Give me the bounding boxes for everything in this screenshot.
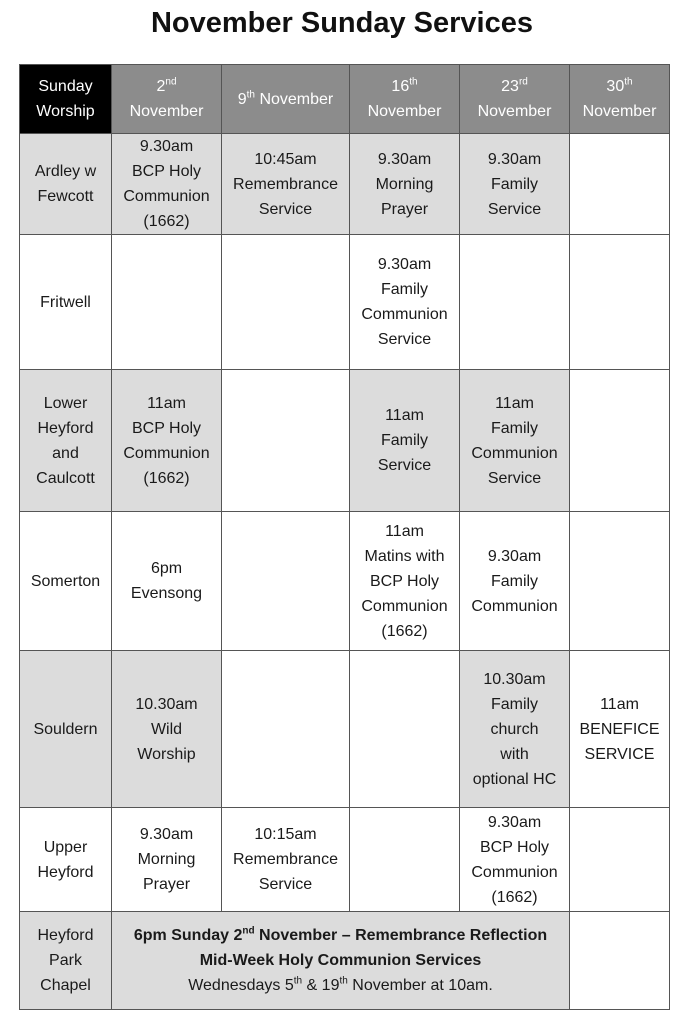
service-line: Communion	[361, 306, 448, 323]
date-number: 30	[606, 78, 625, 95]
date-day	[115, 74, 218, 99]
service-line: 9.30am	[139, 138, 194, 155]
service-cell	[112, 235, 222, 370]
corner-header	[20, 65, 112, 134]
chapel-text: & 19	[302, 977, 340, 994]
service-cell	[350, 651, 460, 808]
service-line: Family	[490, 572, 539, 590]
service-line: Communion	[471, 597, 558, 615]
service-line: Family	[380, 281, 429, 298]
service-cell	[112, 808, 222, 912]
service-line: Communion	[471, 863, 558, 881]
service-line: optional HC	[472, 770, 557, 788]
service-cell	[460, 808, 570, 912]
service-cell	[460, 651, 570, 808]
chapel-note	[112, 912, 570, 1010]
service-line: Wild	[150, 720, 183, 738]
church-name-line: Ardley w	[34, 163, 97, 180]
service-cell	[570, 808, 670, 912]
service-line: Family	[490, 175, 539, 193]
church-name-line: Heyford	[37, 863, 94, 881]
chapel-note-line: Mid-Week Holy Communion Services	[199, 952, 482, 969]
service-line: Family	[490, 695, 539, 713]
church-name-line: Heyford	[37, 419, 94, 437]
service-cell	[570, 134, 670, 235]
service-line: 10.30am	[135, 695, 198, 713]
service-cell	[112, 512, 222, 651]
service-cell	[350, 808, 460, 912]
service-cell	[460, 134, 570, 235]
chapel-suffix: nd	[242, 925, 255, 937]
date-month: November	[582, 103, 657, 120]
table-row	[20, 370, 670, 512]
service-line: BENEFICE	[579, 720, 660, 738]
church-name-line: Upper	[43, 838, 88, 856]
table-row	[20, 808, 670, 912]
service-line: 6pm	[150, 560, 183, 577]
service-cell	[350, 512, 460, 651]
chapel-text: 6pm Sunday 2	[133, 927, 243, 944]
church-name-line: and	[52, 444, 79, 462]
service-line: Service	[258, 876, 313, 893]
table-row	[20, 512, 670, 651]
date-month: November	[129, 103, 204, 120]
corner-line: Worship	[36, 103, 95, 120]
church-name-line: Chapel	[40, 977, 91, 994]
service-cell	[570, 235, 670, 370]
service-line: (1662)	[381, 622, 428, 640]
date-month: November	[477, 103, 552, 120]
service-line: church	[490, 720, 539, 738]
service-line: Family	[490, 419, 539, 437]
service-line: 10:15am	[254, 826, 317, 843]
service-line: 11am	[600, 695, 639, 713]
service-line: Worship	[137, 745, 196, 763]
service-line: Evensong	[130, 585, 203, 602]
church-name-line: Fritwell	[40, 293, 91, 311]
services-table	[19, 64, 670, 1010]
service-cell	[570, 370, 670, 512]
service-line: 11am	[147, 394, 186, 412]
church-name-line: Park	[49, 952, 82, 969]
church-name-line: Fewcott	[37, 188, 94, 205]
service-cell	[350, 235, 460, 370]
service-line: Service	[258, 200, 313, 218]
service-line: Prayer	[380, 200, 429, 218]
service-cell	[222, 370, 350, 512]
table-row	[20, 651, 670, 808]
chapel-text: Wednesdays 5	[188, 977, 294, 994]
header-row	[20, 65, 670, 134]
church-name-line: Somerton	[30, 572, 101, 590]
table-row	[20, 134, 670, 235]
service-line: 11am	[495, 394, 534, 412]
date-suffix: th	[624, 76, 633, 88]
date-header	[222, 65, 350, 134]
chapel-note-line	[115, 973, 566, 998]
service-line: Service	[377, 331, 432, 348]
service-cell	[222, 134, 350, 235]
church-name	[20, 912, 112, 1010]
chapel-row	[20, 912, 670, 1010]
table-row	[20, 235, 670, 370]
service-cell	[570, 512, 670, 651]
date-number: 16	[391, 78, 410, 95]
page-title: November Sunday Services	[150, 7, 533, 39]
service-cell	[460, 235, 570, 370]
church-name-line: Souldern	[33, 720, 98, 738]
date-number: 23	[501, 78, 519, 95]
church-name	[20, 651, 112, 808]
date-header	[112, 65, 222, 134]
date-header	[570, 65, 670, 134]
date-suffix: rd	[518, 76, 528, 88]
service-line: Remembrance	[233, 851, 338, 868]
chapel-text: November at 10am.	[347, 977, 493, 994]
service-line: Communion	[471, 444, 558, 462]
service-line: 9.30am	[487, 150, 542, 168]
church-name-line: Heyford	[37, 927, 94, 944]
church-name	[20, 235, 112, 370]
service-line: 9.30am	[377, 150, 432, 168]
service-line: Prayer	[142, 876, 191, 893]
date-header	[460, 65, 570, 134]
service-line: Morning	[137, 851, 196, 868]
service-cell	[570, 651, 670, 808]
service-cell	[350, 134, 460, 235]
church-name	[20, 512, 112, 651]
corner-line: Sunday	[38, 78, 93, 95]
service-line: 11am	[385, 522, 424, 540]
date-day	[225, 87, 346, 112]
chapel-suffix: th	[293, 975, 303, 987]
date-suffix: nd	[165, 76, 177, 88]
service-cell	[222, 235, 350, 370]
church-name-line: Lower	[43, 394, 88, 412]
service-line: 10.30am	[483, 670, 546, 688]
church-name	[20, 134, 112, 235]
service-line: BCP Holy	[131, 163, 202, 180]
date-suffix: th	[246, 89, 255, 101]
date-number: 9	[237, 90, 247, 108]
church-name	[20, 370, 112, 512]
service-line: BCP Holy	[479, 838, 550, 856]
service-line: Communion	[123, 188, 210, 205]
service-line: 9.30am	[377, 256, 432, 273]
date-month: November	[259, 90, 334, 108]
service-line: Matins with	[364, 547, 445, 565]
service-line: BCP Holy	[369, 572, 440, 590]
chapel-note-line	[115, 923, 566, 948]
service-cell	[570, 912, 670, 1010]
service-line: Morning	[375, 175, 434, 193]
service-line: SERVICE	[584, 745, 655, 763]
service-line: Service	[377, 457, 432, 474]
service-line: 9.30am	[139, 826, 194, 843]
service-cell	[222, 651, 350, 808]
service-line: Family	[380, 432, 429, 449]
church-name	[20, 808, 112, 912]
service-cell	[460, 512, 570, 651]
service-line: Communion	[361, 597, 448, 615]
date-month: November	[367, 103, 442, 120]
date-number: 2	[156, 78, 166, 95]
date-day	[463, 74, 566, 99]
service-cell	[350, 370, 460, 512]
service-cell	[112, 134, 222, 235]
service-line: Service	[487, 200, 542, 218]
date-header	[350, 65, 460, 134]
date-suffix: th	[409, 76, 418, 88]
service-line: (1662)	[143, 213, 190, 230]
church-name-line: Caulcott	[36, 469, 95, 487]
service-line: BCP Holy	[131, 419, 202, 437]
date-day	[353, 74, 456, 99]
service-line: (1662)	[143, 469, 190, 487]
service-line: 9.30am	[487, 547, 542, 565]
service-cell	[460, 370, 570, 512]
service-cell	[112, 370, 222, 512]
date-day	[573, 74, 666, 99]
service-line: with	[500, 745, 529, 763]
chapel-suffix: th	[339, 975, 348, 987]
service-line: 10:45am	[254, 150, 317, 168]
service-line: Communion	[123, 444, 210, 462]
service-line: Service	[487, 469, 542, 487]
chapel-text: November – Remembrance Reflection	[254, 927, 548, 944]
service-cell	[222, 512, 350, 651]
service-cell	[112, 651, 222, 808]
service-line: 11am	[385, 407, 424, 424]
service-line: (1662)	[491, 888, 538, 906]
service-line: 9.30am	[487, 813, 542, 831]
service-line: Remembrance	[233, 175, 338, 193]
service-cell	[222, 808, 350, 912]
